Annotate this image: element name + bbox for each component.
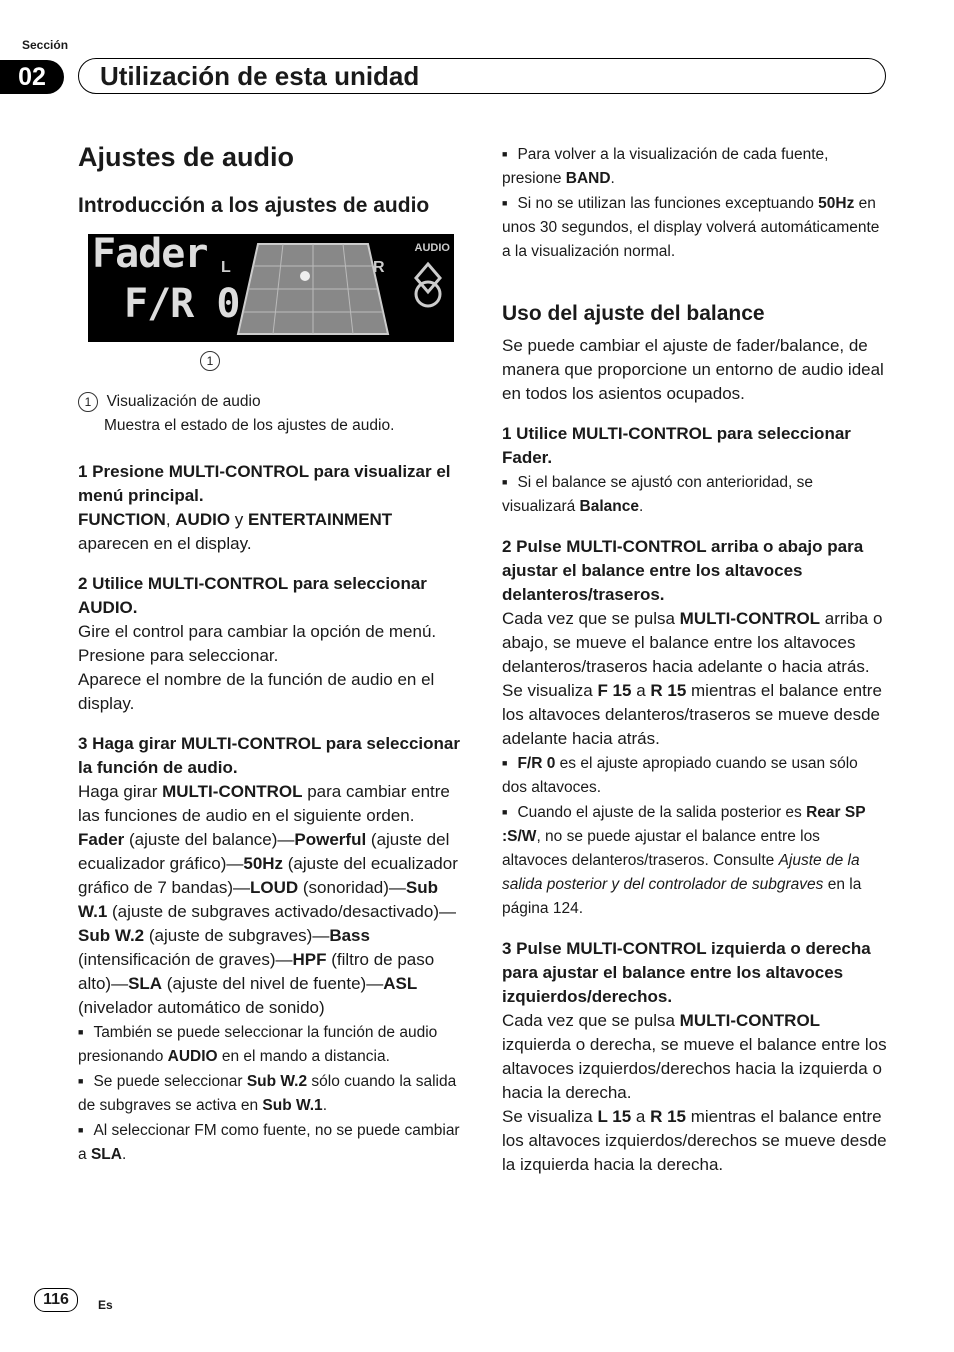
order-item-desc: (ajuste del ecualizador gráfico)— — [78, 830, 450, 873]
order-item-name: LOUD — [250, 878, 299, 897]
note-timeout: ■ Si no se utilizan las funciones exceptuando 50Hz en unos 30 segundos, el display volverá automáticamente a la visualización normal. — [502, 191, 887, 264]
balance-step-3-body: Cada vez que se pulsa MULTI-CONTROL izquierda o derecha, se mueve el balance entre los altavoces izquierdos/derechos hacia la izquierda o hacia la derecha. — [502, 1011, 887, 1102]
right-label: R — [373, 259, 385, 276]
balance-note-fr0: ■ F/R 0 es el ajuste apropiado cuando se usan sólo dos altavoces. — [502, 751, 887, 800]
page-number: 116 — [34, 1288, 78, 1312]
order-item-desc: (ajuste del nivel de fuente)— — [162, 974, 384, 993]
note-subw: ■ Se puede seleccionar Sub W.2 sólo cuando la salida de subgraves se activa en Sub W.1. — [78, 1069, 463, 1118]
order-item-desc: (ajuste del balance)— — [124, 830, 295, 849]
language-code: Es — [98, 1298, 113, 1312]
step-2-body-2: Aparece el nombre de la función de audio en el display. — [78, 670, 435, 713]
balance-step-2-heading: 2 Pulse MULTI-CONTROL arriba o abajo para ajustar el balance entre los altavoces delanteros/traseros. — [502, 537, 864, 604]
left-label: L — [221, 259, 231, 276]
balance-section-title: Uso del ajuste del balance — [502, 302, 765, 325]
step-1-body: FUNCTION, AUDIO y ENTERTAINMENT aparecen en el display. — [78, 510, 393, 553]
order-item-name: HPF — [292, 950, 327, 969]
balance-step-1-heading: 1 Utilice MULTI-CONTROL para seleccionar Fader. — [502, 424, 851, 467]
section-number: 02 — [0, 60, 64, 94]
balance-step-1-note: ■ Si el balance se ajustó con anterioridad, se visualizará Balance. — [502, 470, 887, 519]
step-3-body: Haga girar MULTI-CONTROL para cambiar entre las funciones de audio en el siguiente orden. — [78, 782, 450, 825]
balance-step-3-body-2: Se visualiza L 15 a R 15 mientras el balance entre los altavoces izquierdos/derechos se mueve desde la izquierda hacia la derecha. — [502, 1107, 887, 1174]
callout-marker: 1 — [200, 348, 463, 372]
order-item-name: Sub W.1 — [78, 878, 438, 921]
order-item-desc: (filtro de paso alto)— — [78, 950, 435, 993]
note-band: ■ Para volver a la visualización de cada fuente, presione BAND. — [502, 142, 887, 191]
order-item-desc: (nivelador automático de sonido) — [78, 998, 325, 1017]
order-item-name: Bass — [329, 926, 370, 945]
order-item-name: Fader — [78, 830, 125, 849]
subsection-title: Introducción a los ajustes de audio — [78, 194, 430, 217]
section-label: Sección — [22, 38, 69, 52]
note-fm: ■ Al seleccionar FM como fuente, no se puede cambiar a SLA. — [78, 1118, 463, 1167]
callout-item: 1 Visualización de audio Muestra el estado de los ajustes de audio. — [78, 390, 463, 438]
balance-step-3-heading: 3 Pulse MULTI-CONTROL izquierda o derecha para ajustar el balance entre los altavoces izquierdos/derechos. — [502, 939, 871, 1006]
step-3-heading: 3 Haga girar MULTI-CONTROL para seleccionar la función de audio. — [78, 734, 460, 777]
order-item-name: SLA — [128, 974, 163, 993]
balance-step-2-body-2: Se visualiza F 15 a R 15 mientras el balance entre los altavoces delanteros/traseros se mueve desde adelante hacia atrás. — [502, 681, 882, 748]
order-item-desc: (intensificación de graves)— — [78, 950, 293, 969]
balance-step-2-body: Cada vez que se pulsa MULTI-CONTROL arriba o abajo, se mueve el balance entre los altavoces delanteros/traseros hacia adelante o hacia atrás. — [502, 609, 883, 676]
order-item-name: ASL — [383, 974, 418, 993]
step-2-body: Gire el control para cambiar la opción de menú. Presione para seleccionar. — [78, 622, 437, 665]
step-2-heading: 2 Utilice MULTI-CONTROL para seleccionar AUDIO. — [78, 574, 427, 617]
order-item-desc: (ajuste de subgraves activado/desactivado)— — [107, 902, 456, 921]
page-header-title: Utilización de esta unidad — [100, 61, 420, 91]
order-item-name: 50Hz — [243, 854, 284, 873]
note-remote: ■ También se puede seleccionar la función de audio presionando AUDIO en el mando a distancia. — [78, 1020, 463, 1069]
order-item-desc: (ajuste del ecualizador gráfico de 7 bandas)— — [78, 854, 458, 897]
balance-intro: Se puede cambiar el ajuste de fader/balance, de manera que proporcione un entorno de audio ideal en todos los asientos ocupados. — [502, 336, 884, 403]
fader-grid-icon — [88, 234, 454, 342]
balance-note-rear: ■ Cuando el ajuste de la salida posterior es Rear SP :S/W, no se puede ajustar el balance entre los altavoces delanteros/traseros. Consulte Ajuste de la salida posterior y del controlador de subgraves en la página 124. — [502, 800, 887, 921]
audio-display-illustration — [88, 234, 454, 342]
order-item-desc: (sonoridad)— — [298, 878, 406, 897]
display-line1: Fader — [92, 234, 208, 277]
section-title: Ajustes de audio — [78, 142, 295, 172]
step-1-heading: 1 Presione MULTI-CONTROL para visualizar el menú principal. — [78, 462, 451, 505]
order-item-name: Sub W.2 — [78, 926, 145, 945]
order-item-name: Powerful — [294, 830, 367, 849]
audio-badge: AUDIO — [414, 242, 450, 254]
left-column — [78, 140, 463, 1167]
right-column — [502, 142, 887, 1177]
order-item-desc: (ajuste de subgraves)— — [144, 926, 330, 945]
audio-function-order — [78, 828, 463, 1020]
display-line2: F/R 0 — [124, 281, 240, 327]
